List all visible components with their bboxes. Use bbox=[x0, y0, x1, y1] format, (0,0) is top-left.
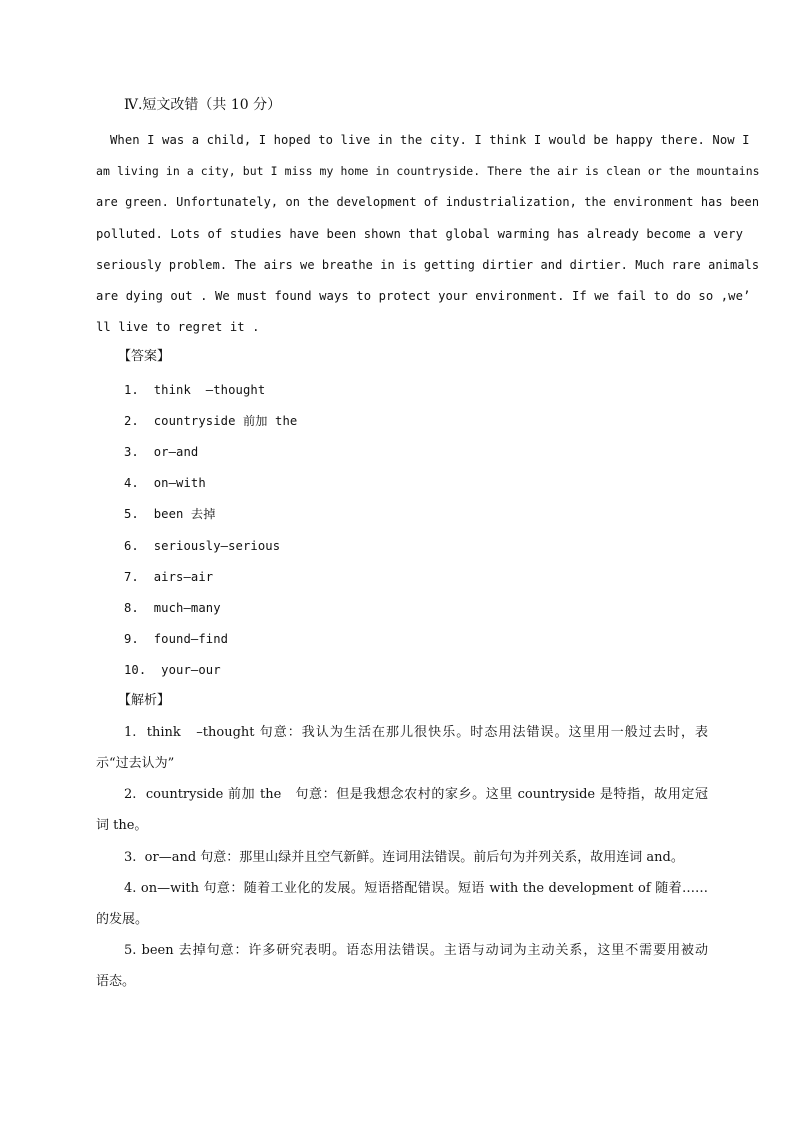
passage-line: are green. Unfortunately, on the development of industrialization, the environment has been bbox=[96, 195, 760, 209]
passage-line: ll live to regret it . bbox=[96, 320, 260, 334]
answer-item: 4. on—with bbox=[124, 476, 206, 490]
analysis-line: 4. on—with 句意：随着工业化的发展。短语搭配错误。短语 with the development of 随着…… bbox=[124, 881, 708, 896]
answer-heading: 【答案】 bbox=[118, 349, 171, 364]
answer-item: 3. or—and bbox=[124, 445, 199, 459]
answer-item: 9. found—find bbox=[124, 632, 229, 646]
answer-item: 8. much—many bbox=[124, 601, 221, 615]
answer-item: 1. think –thought bbox=[124, 383, 266, 397]
analysis-line: 5. been 去掉句意：许多研究表明。语态用法错误。主语与动词为主动关系，这里不需要用被动 bbox=[124, 943, 708, 958]
answer-item: 5. been 去掉 bbox=[124, 507, 216, 521]
passage-line: polluted. Lots of studies have been shown that global warming has already become a very bbox=[96, 227, 744, 241]
answer-item: 6. seriously—serious bbox=[124, 539, 281, 553]
analysis-line: 的发展。 bbox=[96, 912, 149, 927]
passage-line: am living in a city, but I miss my home in countryside. There the air is clean or the mountains bbox=[96, 164, 760, 178]
answer-item: 2. countryside 前加 the bbox=[124, 414, 298, 428]
answer-item: 10. your—our bbox=[124, 663, 221, 677]
passage-line: are dying out . We must found ways to protect your environment. If we fail to do so ,we’ bbox=[96, 289, 751, 303]
section-title: Ⅳ.短文改错（共 10 分） bbox=[124, 97, 282, 113]
analysis-line: 示“过去认为” bbox=[96, 756, 175, 771]
passage-line: seriously problem. The airs we breathe in is getting dirtier and dirtier. Much rare animals bbox=[96, 258, 760, 272]
passage-line: When I was a child, I hoped to live in the city. I think I would be happy there. Now I bbox=[110, 133, 750, 147]
analysis-line: 3. or—and 句意：那里山绿并且空气新鲜。连词用法错误。前后句为并列关系，故用连词 and。 bbox=[124, 850, 684, 865]
analysis-line: 2. countryside 前加 the 句意：但是我想念农村的家乡。这里 countryside 是特指，故用定冠 bbox=[124, 787, 708, 802]
analysis-heading: 【解析】 bbox=[118, 693, 171, 708]
analysis-line: 语态。 bbox=[96, 974, 136, 989]
answer-item: 7. airs—air bbox=[124, 570, 214, 584]
analysis-line: 词 the。 bbox=[96, 818, 148, 833]
analysis-line: 1. think –thought 句意：我认为生活在那儿很快乐。时态用法错误。这里用一般过去时，表 bbox=[124, 725, 708, 740]
